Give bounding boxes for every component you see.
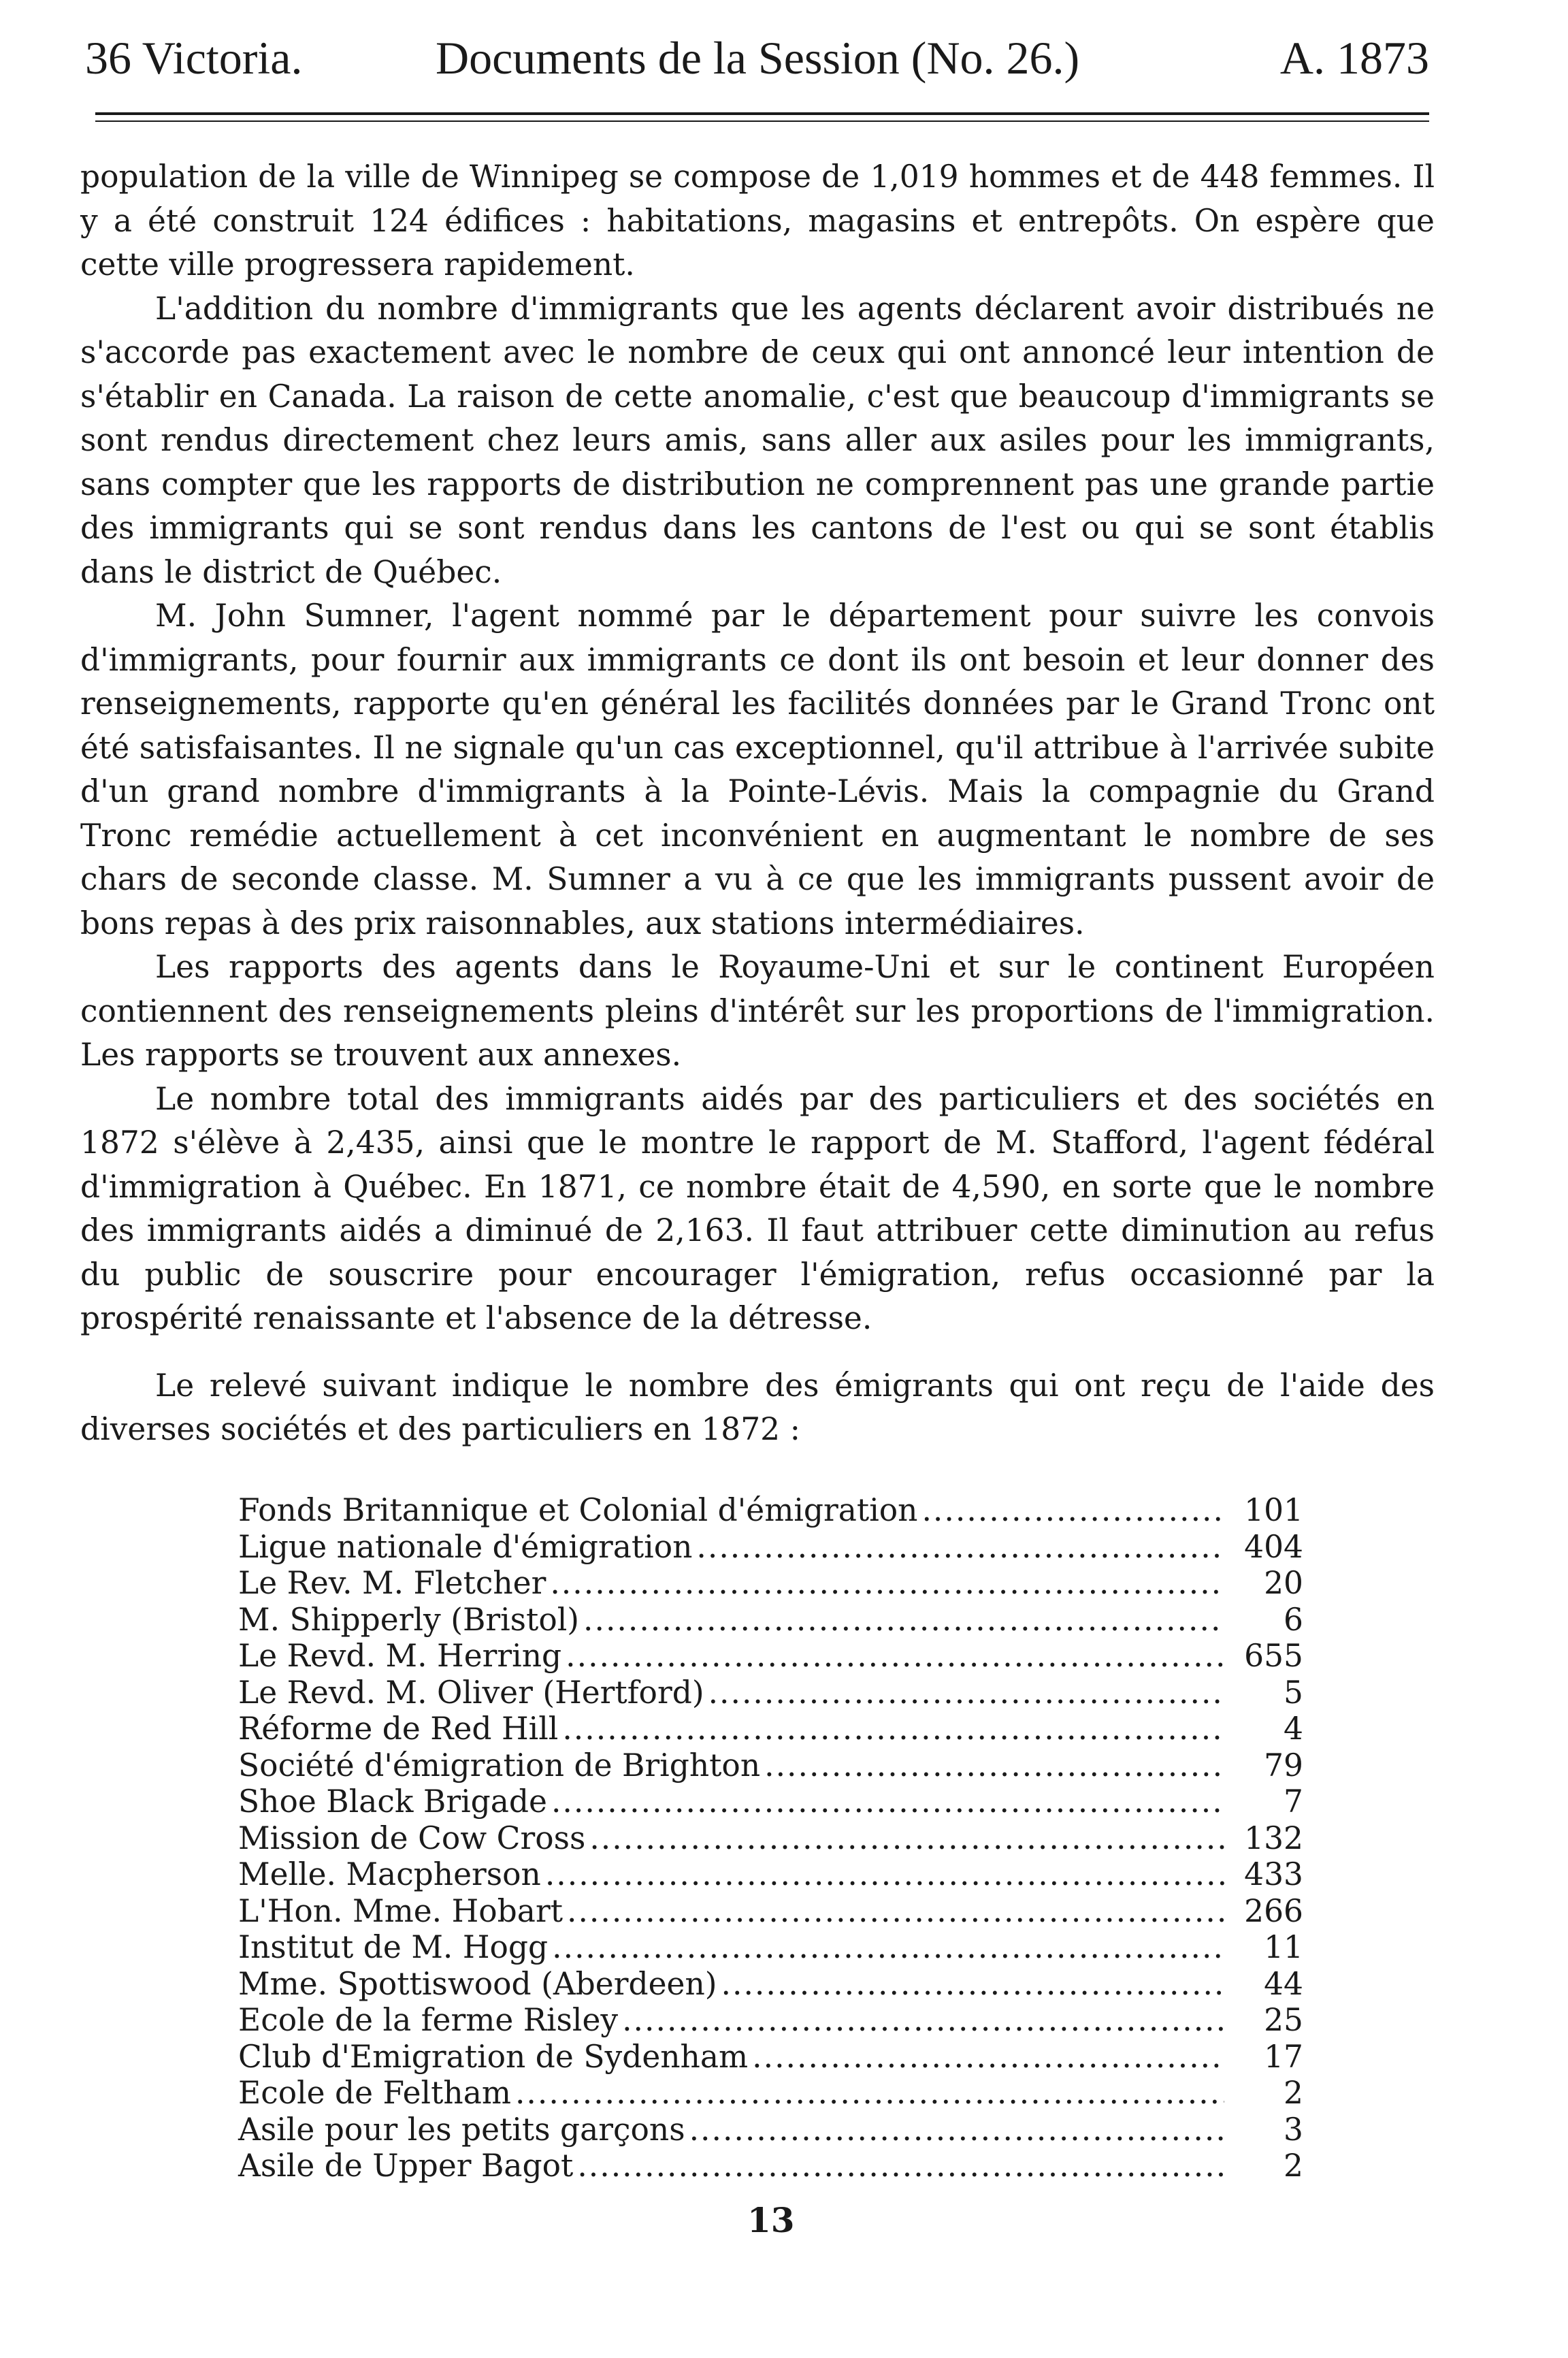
dot-leader: [689, 2112, 1224, 2148]
row-value: 7: [1284, 1783, 1303, 1820]
table-row: [238, 1711, 1313, 1747]
header-rule-thick: [95, 112, 1429, 115]
dot-leader: [721, 1966, 1224, 2003]
row-value: 4: [1284, 1711, 1303, 1747]
emigrant-aid-table: [238, 1492, 1313, 2184]
dot-leader: [562, 1711, 1224, 1747]
row-value: 266: [1244, 1892, 1303, 1929]
table-row: [238, 1929, 1313, 1966]
table-row: [238, 2148, 1313, 2184]
page-number: 13: [747, 2200, 795, 2240]
row-value: 655: [1244, 1638, 1303, 1674]
table-row: [238, 1783, 1313, 1820]
row-name: Asile pour les petits garçons: [238, 2111, 685, 2148]
row-name: Institut de M. Hogg: [238, 1929, 549, 1965]
row-name: L'Hon. Mme. Hobart: [238, 1892, 563, 1929]
row-name: M. Shipperly (Bristol): [238, 1601, 580, 1638]
table-row: [238, 1856, 1313, 1893]
dot-leader: [566, 1638, 1224, 1675]
row-value: 3: [1284, 2111, 1303, 2148]
row-name: Ecole de la ferme Risley: [238, 2002, 619, 2038]
row-name: Shoe Black Brigade: [238, 1783, 547, 1820]
table-row: [238, 1675, 1313, 1711]
paragraph-3: M. John Sumner, l'agent nommé par le département pour suivre les convois d'immigrants, pour fournir aux immigrants ce dont ils ont besoin et leur donner des renseignements, rapporte qu'en général les facilités données par le Grand Tronc ont été satisfaisantes. Il ne signale qu'un cas exceptionnel, qu'il attribue à l'arrivée subite d'un grand nombre d'immigrants à la Pointe-Lévis. Mais la compagnie du Grand Tronc remédie actuellement à cet inconvénient en augmentant le nombre de ses chars de seconde classe. M. Sumner a vu à ce que les immigrants pussent avoir de bons repas à des prix raisonnables, aux stations intermédiaires.: [80, 598, 1435, 941]
row-name: Ecole de Feltham: [238, 2075, 511, 2111]
row-name: Le Rev. M. Fletcher: [238, 1565, 546, 1601]
body-text: [80, 155, 1435, 1452]
dot-leader: [708, 1675, 1224, 1711]
row-name: Club d'Emigration de Sydenham: [238, 2038, 749, 2075]
dot-leader: [583, 1602, 1224, 1638]
table-row: [238, 1893, 1313, 1930]
table-row: [238, 1638, 1313, 1675]
dot-leader: [577, 2148, 1224, 2184]
dot-leader: [921, 1492, 1224, 1529]
row-value: 5: [1284, 1674, 1303, 1711]
row-name: Fonds Britannique et Colonial d'émigration: [238, 1492, 918, 1528]
dot-leader: [550, 1565, 1224, 1602]
table-row: [238, 2039, 1313, 2076]
table-row: [238, 1492, 1313, 1529]
row-name: Ligue nationale d'émigration: [238, 1528, 693, 1565]
table-row: [238, 2112, 1313, 2148]
row-name: Société d'émigration de Brighton: [238, 1747, 761, 1783]
dot-leader: [752, 2039, 1224, 2076]
table-row: [238, 2075, 1313, 2112]
row-value: 2: [1284, 2075, 1303, 2111]
row-name: Réforme de Red Hill: [238, 1711, 559, 1747]
row-value: 2: [1284, 2148, 1303, 2184]
row-value: 6: [1284, 1601, 1303, 1638]
row-name: Mme. Spottiswood (Aberdeen): [238, 1965, 717, 2002]
table-row: [238, 1820, 1313, 1857]
row-name: Melle. Macpherson: [238, 1856, 541, 1892]
header-session: 36 Victoria.: [85, 32, 303, 84]
table-row: [238, 1966, 1313, 2003]
paragraph-5: Le nombre total des immigrants aidés par des particuliers et des sociétés en 1872 s'élève à 2,435, ainsi que le montre le rapport de M. Stafford, l'agent fédéral d'immigration à Québec. En 1871, ce nombre était de 4,590, en sorte que le nombre des immigrants aidés a diminué de 2,163. Il faut attribuer cette diminution au refus du public de souscrire pour encourager l'émigration, refus occasionné par la prospérité renaissante et l'absence de la détresse.: [80, 1080, 1435, 1336]
row-value: 404: [1244, 1528, 1303, 1565]
row-value: 25: [1264, 2002, 1303, 2038]
dot-leader: [552, 1929, 1224, 1966]
row-value: 17: [1264, 2038, 1303, 2075]
dot-leader: [589, 1820, 1224, 1857]
paragraph-1: population de la ville de Winnipeg se compose de 1,019 hommes et de 448 femmes. Il y a été construit 124 édifices : habitations, magasins et entrepôts. On espère que cette ville progressera rapidement.: [80, 159, 1435, 282]
header-year: A. 1873: [1279, 32, 1429, 84]
table-row: [238, 1602, 1313, 1638]
row-value: 433: [1244, 1856, 1303, 1892]
row-value: 79: [1264, 1747, 1303, 1783]
row-name: Le Revd. M. Herring: [238, 1638, 562, 1674]
table-row: [238, 1565, 1313, 1602]
row-value: 44: [1264, 1965, 1303, 2002]
dot-leader: [515, 2075, 1224, 2112]
row-value: 20: [1264, 1565, 1303, 1601]
dot-leader: [622, 2002, 1224, 2039]
table-row: [238, 1529, 1313, 1566]
row-value: 11: [1264, 1929, 1303, 1965]
dot-leader: [545, 1856, 1224, 1893]
row-name: Mission de Cow Cross: [238, 1820, 586, 1856]
table-row: [238, 1747, 1313, 1784]
row-name: Asile de Upper Bagot: [238, 2148, 574, 2184]
paragraph-6: Le relevé suivant indique le nombre des émigrants qui ont reçu de l'aide des diverses sociétés et des particuliers en 1872 :: [80, 1367, 1435, 1447]
dot-leader: [696, 1529, 1224, 1566]
row-name: Le Revd. M. Oliver (Hertford): [238, 1674, 704, 1711]
row-value: 101: [1244, 1492, 1303, 1528]
dot-leader: [567, 1893, 1224, 1930]
dot-leader: [551, 1783, 1224, 1820]
dot-leader: [764, 1747, 1224, 1784]
row-value: 132: [1244, 1820, 1303, 1856]
header-document-title: Documents de la Session (No. 26.): [436, 32, 1080, 84]
table-row: [238, 2002, 1313, 2039]
paragraph-2: L'addition du nombre d'immigrants que les agents déclarent avoir distribués ne s'accorde pas exactement avec le nombre de ceux qui ont annoncé leur intention de s'établir en Canada. La raison de cette anomalie, c'est que beaucoup d'immigrants se sont rendus directement chez leurs amis, sans aller aux asiles pour les immigrants, sans compter que les rapports de distribution ne comprennent pas une grande partie des immigrants qui se sont rendus dans les cantons de l'est ou qui se sont établis dans le district de Québec.: [80, 290, 1435, 590]
page-header: [85, 27, 1429, 88]
header-rule-thin: [95, 120, 1429, 122]
paragraph-4: Les rapports des agents dans le Royaume-Uni et sur le continent Européen contiennent des renseignements pleins d'intérêt sur les proportions de l'immigration. Les rapports se trouvent aux annexes.: [80, 949, 1435, 1073]
